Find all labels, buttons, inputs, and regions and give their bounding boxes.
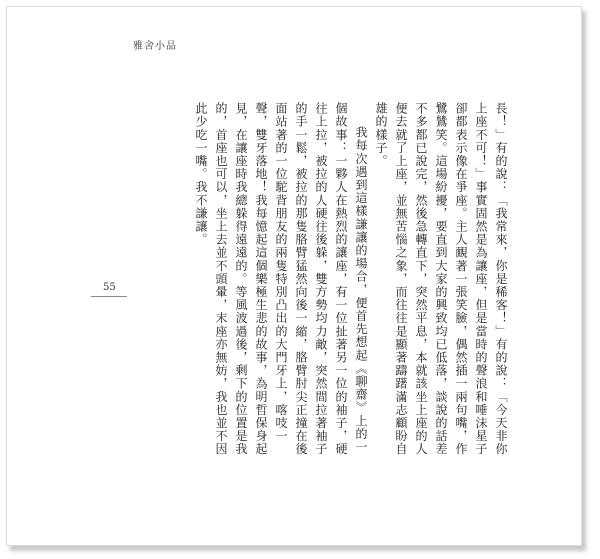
paragraph-continued: 長！」有的說：「我常來，你是稀客！」有的說：「今天非你上座不可！」事實固然是為讓座，但是當時的聲浪和唾沫星子卻都表示像在爭座。主人靦著一張笑臉，偶然插一兩句嘴，作鷺鷥笑。這場紛擾，要直到大家的興致均已低落，談說的話差不多都已說完，然後急轉直下，突然平息，本就該坐上座的人便去就了上座，並無苦惱之象，而往往是顯著躊躇滿志顧盼自雄的樣子。 — [374, 102, 508, 456]
book-page — [6, 6, 582, 546]
page-number-rule — [91, 296, 127, 297]
paragraph-story: 我每次遇到這樣謙讓的場合，便首先想起《聊齋》上的一個故事：一夥人在熱烈的讓座，有一位扯著另一位的袖子，硬往上拉，被拉的人硬往後躲，雙方勢均力敵，突然間拉著袖子的手一鬆，被拉的那隻胳臂猛然向後一縮，胳臂肘尖正撞在後面站著的一位駝背朋友的兩隻特別凸出的大門牙上，喀吱一聲，雙牙落地！我每憶起這個樂極生悲的故事，為明哲保身起見，在讓座時我總躲得遠遠的。等風波過後，剩下的位置是我的，首座也可以，坐上去並不頭暈，末座亦無妨，我也並不因此少吃一嘴。我不謙讓。 — [194, 102, 368, 456]
page-number: 55 — [103, 282, 116, 293]
body-text — [171, 102, 511, 462]
running-title: 雅舍小品 — [133, 41, 177, 52]
